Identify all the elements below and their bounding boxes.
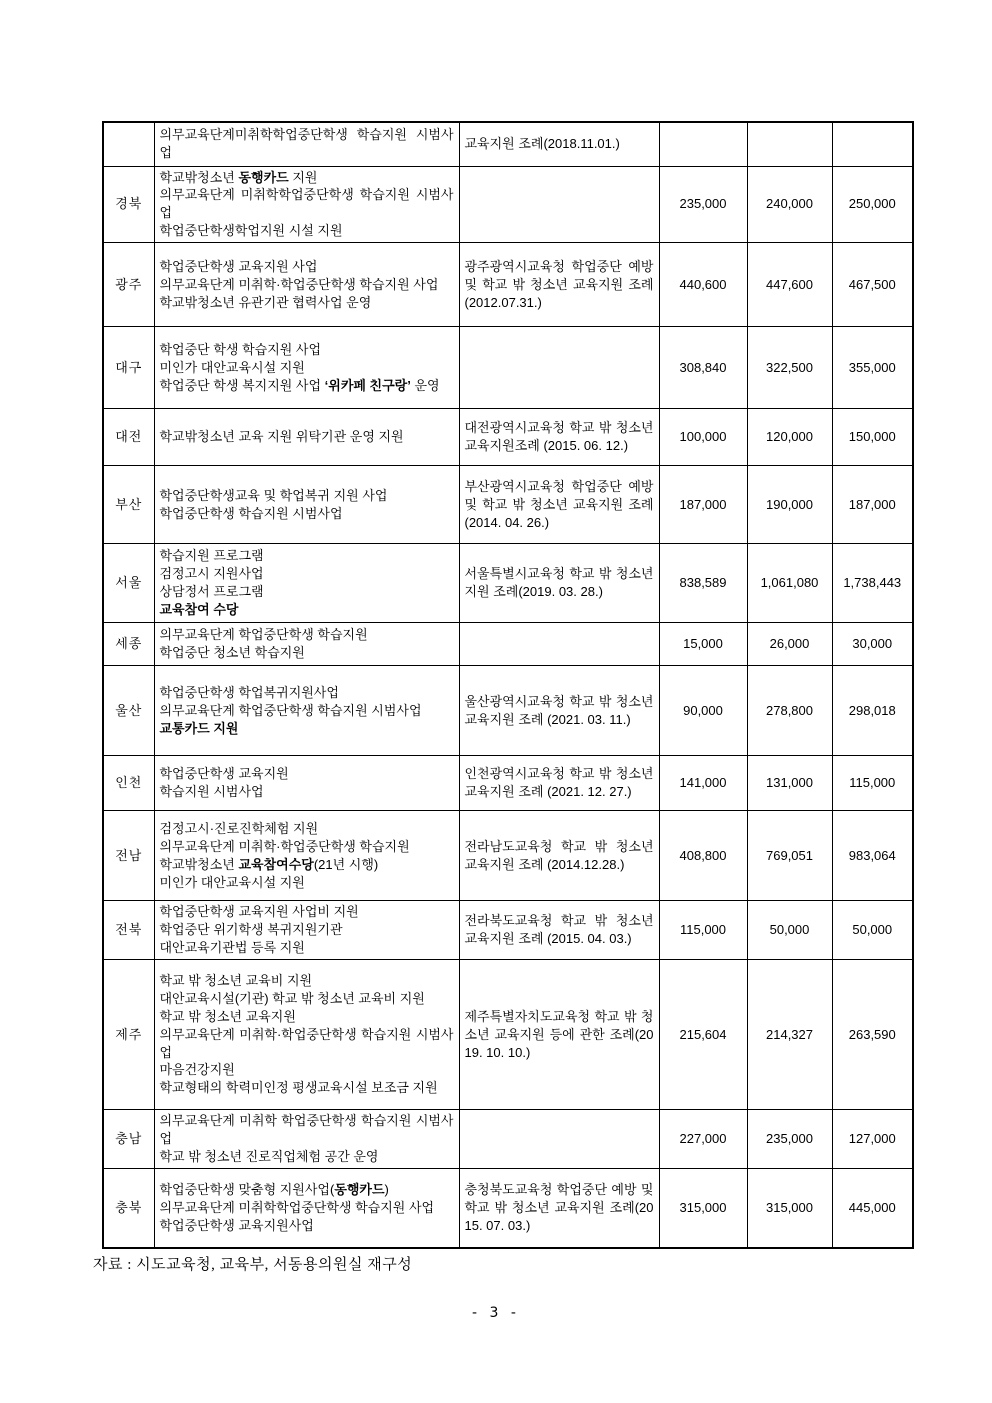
ordinance-cell: 대전광역시교육청 학교 밖 청소년 교육지원조례 (2015. 06. 12.) — [459, 409, 659, 466]
table-row — [103, 901, 913, 960]
value-cell: 355,000 — [832, 327, 913, 409]
table-row — [103, 327, 913, 409]
value-cell: 120,000 — [747, 409, 832, 466]
region-cell: 서울 — [103, 544, 154, 623]
table-row — [103, 122, 913, 166]
table-row — [103, 1168, 913, 1248]
source-note: 자료 : 시도교육청, 교육부, 서동용의원실 재구성 — [93, 1257, 413, 1274]
program-line: 학교밖청소년 교육 지원 위탁기관 운영 지원 — [159, 429, 404, 445]
value-cell: 240,000 — [747, 166, 832, 243]
value-cell: 214,327 — [747, 960, 832, 1110]
value-cell: 298,018 — [832, 666, 913, 756]
program-line: 학교형태의 학력미인정 평생교육시설 보조금 지원 — [159, 1080, 438, 1096]
program-line: 학업중단학생교육 및 학업복귀 지원 사업 — [159, 487, 388, 503]
program-line: 학교밖청소년 교육참여수당(21년 시행) — [159, 856, 379, 872]
program-line: 검정고시 지원사업 — [159, 566, 264, 582]
programs-cell — [154, 544, 459, 623]
program-line: 교통카드 지원 — [159, 720, 239, 736]
ordinance-cell: 전라북도교육청 학교 밖 청소년 교육지원 조례 (2015. 04. 03.) — [459, 901, 659, 960]
programs-cell — [154, 811, 459, 901]
program-line: 학업중단학생 교육지원 사업비 지원 — [159, 904, 359, 920]
ordinance-cell — [459, 327, 659, 409]
value-cell: 1,738,443 — [832, 544, 913, 623]
region-cell — [103, 122, 154, 166]
ordinance-cell: 광주광역시교육청 학업중단 예방 및 학교 밖 청소년 교육지원 조례 (2012.07.31.) — [459, 243, 659, 327]
value-cell — [659, 122, 747, 166]
program-line: 대안교육시설(기관) 학교 밖 청소년 교육비 지원 — [159, 990, 425, 1006]
region-cell: 전남 — [103, 811, 154, 901]
value-cell: 769,051 — [747, 811, 832, 901]
programs-cell — [154, 1110, 459, 1169]
ordinance-cell: 전라남도교육청 학교 밖 청소년 교육지원 조례 (2014.12.28.) — [459, 811, 659, 901]
region-cell: 울산 — [103, 666, 154, 756]
program-line: 미인가 대안교육시설 지원 — [159, 874, 305, 890]
value-cell: 190,000 — [747, 466, 832, 544]
program-line: 학업중단학생 교육지원 사업 — [159, 258, 318, 274]
value-cell: 187,000 — [832, 466, 913, 544]
region-cell: 부산 — [103, 466, 154, 544]
region-cell: 인천 — [103, 756, 154, 811]
programs-cell — [154, 1168, 459, 1248]
program-line: 학교밖청소년 유관기관 협력사업 운영 — [159, 294, 372, 310]
program-line: 의무교육단계미취학학업중단학생 학습지원 시범사업 — [159, 127, 454, 161]
value-cell — [832, 122, 913, 166]
program-line: 의무교육단계 미취학·학업중단학생 학습지원 — [159, 838, 410, 854]
program-line: 상담정서 프로그램 — [159, 584, 264, 600]
program-line: 학업중단학생학업지원 시설 지원 — [159, 223, 343, 239]
ordinance-cell — [459, 1110, 659, 1169]
table-row — [103, 243, 913, 327]
programs-cell — [154, 122, 459, 166]
region-cell: 전북 — [103, 901, 154, 960]
program-line: 학교 밖 청소년 교육비 지원 — [159, 972, 313, 988]
region-cell: 경북 — [103, 166, 154, 243]
program-line: 학교 밖 청소년 교육지원 — [159, 1008, 296, 1024]
value-cell: 308,840 — [659, 327, 747, 409]
ordinance-cell — [459, 623, 659, 666]
program-line: 미인가 대안교육시설 지원 — [159, 359, 305, 375]
value-cell: 1,061,080 — [747, 544, 832, 623]
table-row — [103, 623, 913, 666]
table-row — [103, 811, 913, 901]
value-cell: 90,000 — [659, 666, 747, 756]
table-row — [103, 756, 913, 811]
programs-cell — [154, 623, 459, 666]
programs-cell — [154, 166, 459, 243]
program-line: 학업중단학생 맞춤형 지원사업(동행카드) — [159, 1182, 389, 1198]
region-cell: 충남 — [103, 1110, 154, 1169]
value-cell: 250,000 — [832, 166, 913, 243]
region-cell: 광주 — [103, 243, 154, 327]
programs-cell — [154, 960, 459, 1110]
region-cell: 제주 — [103, 960, 154, 1110]
table-row — [103, 960, 913, 1110]
program-line: 교육참여 수당 — [159, 602, 239, 618]
value-cell: 278,800 — [747, 666, 832, 756]
programs-cell — [154, 243, 459, 327]
region-cell: 대구 — [103, 327, 154, 409]
ordinance-cell: 인천광역시교육청 학교 밖 청소년 교육지원 조례 (2021. 12. 27.) — [459, 756, 659, 811]
program-line: 검정고시·진로진학체험 지원 — [159, 820, 319, 836]
program-line: 의무교육단계 미취학학업중단학생 학습지원 시범사업 — [159, 187, 454, 221]
programs-cell — [154, 756, 459, 811]
value-cell: 467,500 — [832, 243, 913, 327]
program-line: 학습지원 시범사업 — [159, 784, 264, 800]
program-line: 학업중단 학생 학습지원 사업 — [159, 341, 322, 357]
programs-cell — [154, 327, 459, 409]
programs-cell — [154, 666, 459, 756]
value-cell: 215,604 — [659, 960, 747, 1110]
value-cell: 26,000 — [747, 623, 832, 666]
value-cell: 30,000 — [832, 623, 913, 666]
value-cell: 322,500 — [747, 327, 832, 409]
value-cell: 115,000 — [659, 901, 747, 960]
value-cell: 187,000 — [659, 466, 747, 544]
region-cell: 충북 — [103, 1168, 154, 1248]
program-line: 의무교육단계 미취학 학업중단학생 학습지원 시범사업 — [159, 1113, 454, 1146]
value-cell: 408,800 — [659, 811, 747, 901]
value-cell: 447,600 — [747, 243, 832, 327]
value-cell: 235,000 — [659, 166, 747, 243]
program-line: 학교밖청소년 동행카드 지원 — [159, 169, 318, 185]
value-cell — [747, 122, 832, 166]
value-cell: 131,000 — [747, 756, 832, 811]
program-line: 학업중단 학생 복지지원 사업 ‘위카페 친구랑’ 운영 — [159, 377, 440, 393]
table-row — [103, 666, 913, 756]
ordinance-cell: 제주특별자치도교육청 학교 밖 청소년 교육지원 등에 관한 조례(2019. 10. 10.) — [459, 960, 659, 1110]
program-line: 의무교육단계 미취학·학업중단학생 학습지원 시범사업 — [159, 1026, 454, 1060]
program-line: 학습지원 프로그램 — [159, 548, 264, 564]
value-cell: 127,000 — [832, 1110, 913, 1169]
table-row — [103, 1110, 913, 1169]
program-line: 대안교육기관법 등록 지원 — [159, 940, 305, 956]
value-cell: 141,000 — [659, 756, 747, 811]
program-line: 학업중단학생 학업복귀지원사업 — [159, 684, 339, 700]
table-row — [103, 466, 913, 544]
value-cell: 445,000 — [832, 1168, 913, 1248]
value-cell: 15,000 — [659, 623, 747, 666]
value-cell: 838,589 — [659, 544, 747, 623]
ordinance-cell — [459, 166, 659, 243]
program-line: 학업중단 위기학생 복귀지원기관 — [159, 922, 343, 938]
value-cell: 315,000 — [747, 1168, 832, 1248]
programs-cell — [154, 409, 459, 466]
support-table — [102, 121, 914, 1249]
program-line: 학업중단학생 교육지원사업 — [159, 1218, 314, 1234]
ordinance-cell: 교육지원 조례(2018.11.01.) — [459, 122, 659, 166]
value-cell: 150,000 — [832, 409, 913, 466]
program-line: 의무교육단계 미취학·학업중단학생 학습지원 사업 — [159, 276, 439, 292]
program-line: 마음건강지원 — [159, 1062, 235, 1078]
page-number: - 3 - — [472, 1305, 520, 1321]
value-cell: 115,000 — [832, 756, 913, 811]
table-body — [103, 122, 913, 1248]
table-row — [103, 544, 913, 623]
value-cell: 235,000 — [747, 1110, 832, 1169]
region-cell: 대전 — [103, 409, 154, 466]
program-line: 학교 밖 청소년 진로직업체험 공간 운영 — [159, 1148, 379, 1164]
value-cell: 315,000 — [659, 1168, 747, 1248]
program-line: 의무교육단계 학업중단학생 학습지원 시범사업 — [159, 702, 422, 718]
value-cell: 50,000 — [747, 901, 832, 960]
program-line: 학업중단학생 학습지원 시범사업 — [159, 505, 343, 521]
value-cell: 100,000 — [659, 409, 747, 466]
program-line: 의무교육단계 미취학학업중단학생 학습지원 사업 — [159, 1200, 435, 1216]
value-cell: 263,590 — [832, 960, 913, 1110]
ordinance-cell: 울산광역시교육청 학교 밖 청소년 교육지원 조례 (2021. 03. 11.) — [459, 666, 659, 756]
programs-cell — [154, 466, 459, 544]
table-row — [103, 409, 913, 466]
ordinance-cell: 부산광역시교육청 학업중단 예방 및 학교 밖 청소년 교육지원 조례(2014. 04. 26.) — [459, 466, 659, 544]
programs-cell — [154, 901, 459, 960]
ordinance-cell: 충청북도교육청 학업중단 예방 및 학교 밖 청소년 교육지원 조례(2015. 07. 03.) — [459, 1168, 659, 1248]
table-row — [103, 166, 913, 243]
value-cell: 50,000 — [832, 901, 913, 960]
program-line: 의무교육단계 학업중단학생 학습지원 — [159, 627, 368, 643]
program-line: 학업중단학생 교육지원 — [159, 766, 289, 782]
value-cell: 983,064 — [832, 811, 913, 901]
program-line: 학업중단 청소년 학습지원 — [159, 645, 305, 661]
value-cell: 227,000 — [659, 1110, 747, 1169]
value-cell: 440,600 — [659, 243, 747, 327]
ordinance-cell: 서울특별시교육청 학교 밖 청소년 지원 조례(2019. 03. 28.) — [459, 544, 659, 623]
region-cell: 세종 — [103, 623, 154, 666]
